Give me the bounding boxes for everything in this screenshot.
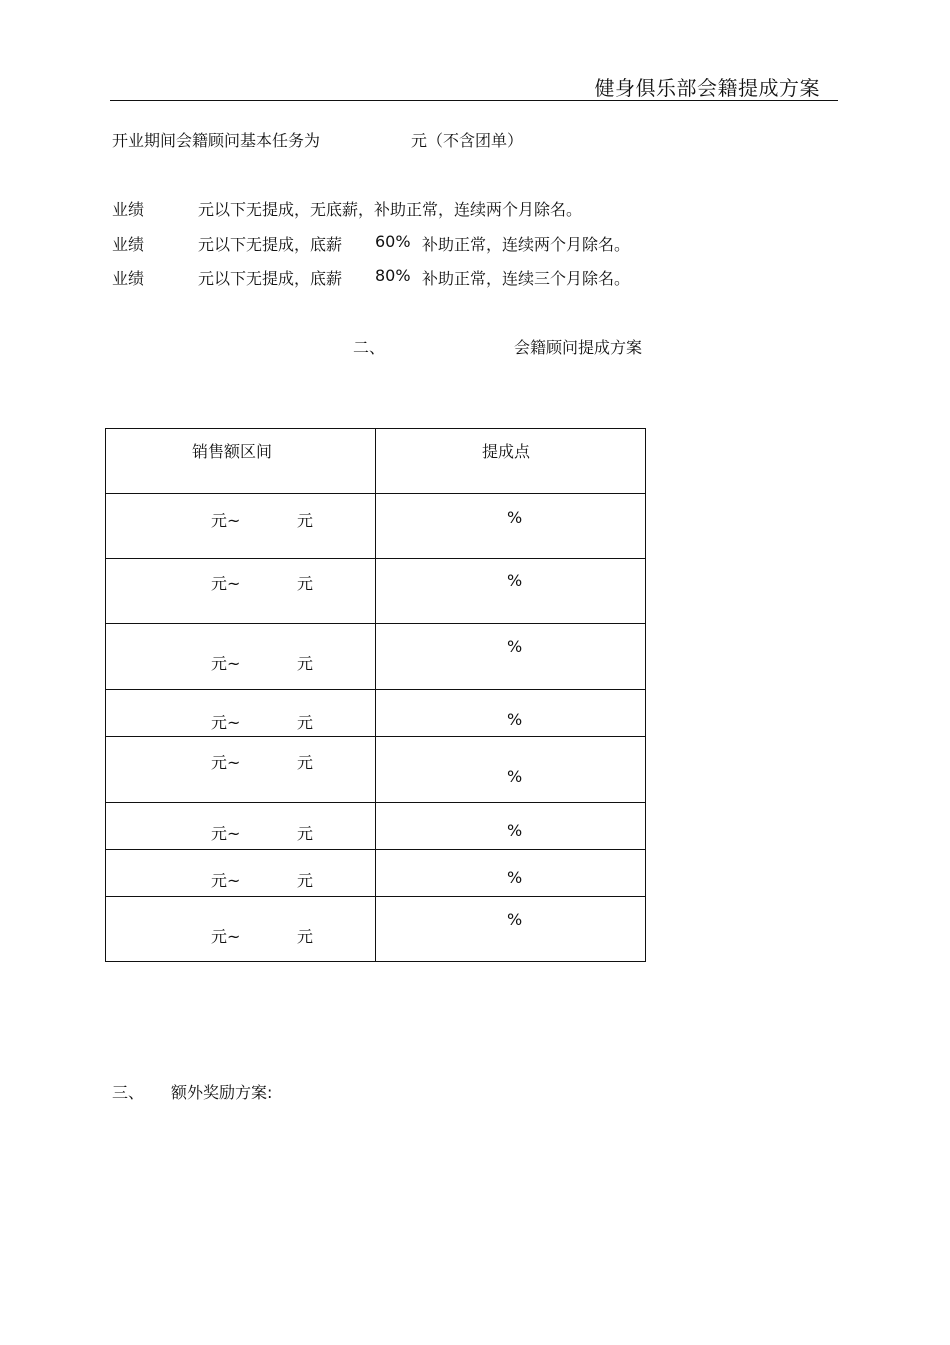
rule-3-percent: 80% bbox=[375, 266, 411, 285]
table-row bbox=[106, 494, 646, 559]
range-cell bbox=[106, 897, 376, 962]
rate-cell bbox=[376, 803, 646, 850]
rule-2-text-a: 元以下无提成，底薪 bbox=[198, 235, 343, 254]
rate-value: % bbox=[507, 710, 523, 729]
rule-1-label: 业绩 bbox=[112, 200, 145, 219]
rate-value: % bbox=[507, 868, 523, 887]
page-header-title: 健身俱乐部会籍提成方案 bbox=[594, 76, 820, 100]
range-to: 元 bbox=[297, 753, 314, 772]
header-cell-rate bbox=[376, 429, 646, 494]
range-to: 元 bbox=[297, 824, 314, 843]
range-cell bbox=[106, 494, 376, 559]
rule-3-text-b: 补助正常，连续三个月除名。 bbox=[422, 269, 631, 288]
range-to: 元 bbox=[297, 574, 314, 593]
rate-cell bbox=[376, 690, 646, 737]
rate-cell bbox=[376, 897, 646, 962]
rule-3-text-a: 元以下无提成，底薪 bbox=[198, 269, 343, 288]
rule-3-label: 业绩 bbox=[112, 269, 145, 288]
header-cell-range bbox=[106, 429, 376, 494]
range-from: 元~ bbox=[211, 753, 241, 772]
table-row bbox=[106, 559, 646, 624]
range-from: 元~ bbox=[211, 574, 241, 593]
rate-value: % bbox=[507, 821, 523, 840]
rate-cell bbox=[376, 850, 646, 897]
header-range-label: 销售额区间 bbox=[192, 442, 273, 461]
range-cell bbox=[106, 690, 376, 737]
rate-cell bbox=[376, 624, 646, 690]
range-cell bbox=[106, 624, 376, 690]
range-from: 元~ bbox=[211, 511, 241, 530]
rate-cell bbox=[376, 559, 646, 624]
rule-1-text: 元以下无提成，无底薪，补助正常，连续两个月除名。 bbox=[198, 200, 583, 219]
rule-2-label: 业绩 bbox=[112, 235, 145, 254]
table-row bbox=[106, 850, 646, 897]
range-from: 元~ bbox=[211, 824, 241, 843]
table-row bbox=[106, 803, 646, 850]
range-from: 元~ bbox=[211, 927, 241, 946]
table-row bbox=[106, 624, 646, 690]
commission-table bbox=[105, 428, 646, 962]
intro-task-suffix: 元（不含团单） bbox=[411, 131, 524, 150]
rate-value: % bbox=[507, 508, 523, 527]
range-to: 元 bbox=[297, 713, 314, 732]
range-from: 元~ bbox=[211, 871, 241, 890]
range-cell bbox=[106, 737, 376, 803]
header-rule bbox=[110, 100, 838, 101]
range-cell bbox=[106, 850, 376, 897]
intro-task-prefix: 开业期间会籍顾问基本任务为 bbox=[112, 131, 321, 150]
range-to: 元 bbox=[297, 927, 314, 946]
section-2-number: 二、 bbox=[353, 338, 386, 357]
rate-cell bbox=[376, 737, 646, 803]
range-to: 元 bbox=[297, 871, 314, 890]
table-row bbox=[106, 737, 646, 803]
range-cell bbox=[106, 803, 376, 850]
section-2-title: 会籍顾问提成方案 bbox=[514, 338, 643, 357]
range-from: 元~ bbox=[211, 713, 241, 732]
rate-value: % bbox=[507, 767, 523, 786]
rate-value: % bbox=[507, 637, 523, 656]
header-rate-label: 提成点 bbox=[482, 442, 531, 461]
range-to: 元 bbox=[297, 654, 314, 673]
range-from: 元~ bbox=[211, 654, 241, 673]
rate-cell bbox=[376, 494, 646, 559]
range-cell bbox=[106, 559, 376, 624]
section-3-number: 三、 bbox=[112, 1083, 145, 1102]
table-row bbox=[106, 690, 646, 737]
table-row bbox=[106, 897, 646, 962]
section-3-title: 额外奖励方案: bbox=[171, 1083, 273, 1102]
rate-value: % bbox=[507, 571, 523, 590]
rule-2-percent: 60% bbox=[375, 232, 411, 251]
range-to: 元 bbox=[297, 511, 314, 530]
rule-2-text-b: 补助正常，连续两个月除名。 bbox=[422, 235, 631, 254]
rate-value: % bbox=[507, 910, 523, 929]
table-header-row bbox=[106, 429, 646, 494]
